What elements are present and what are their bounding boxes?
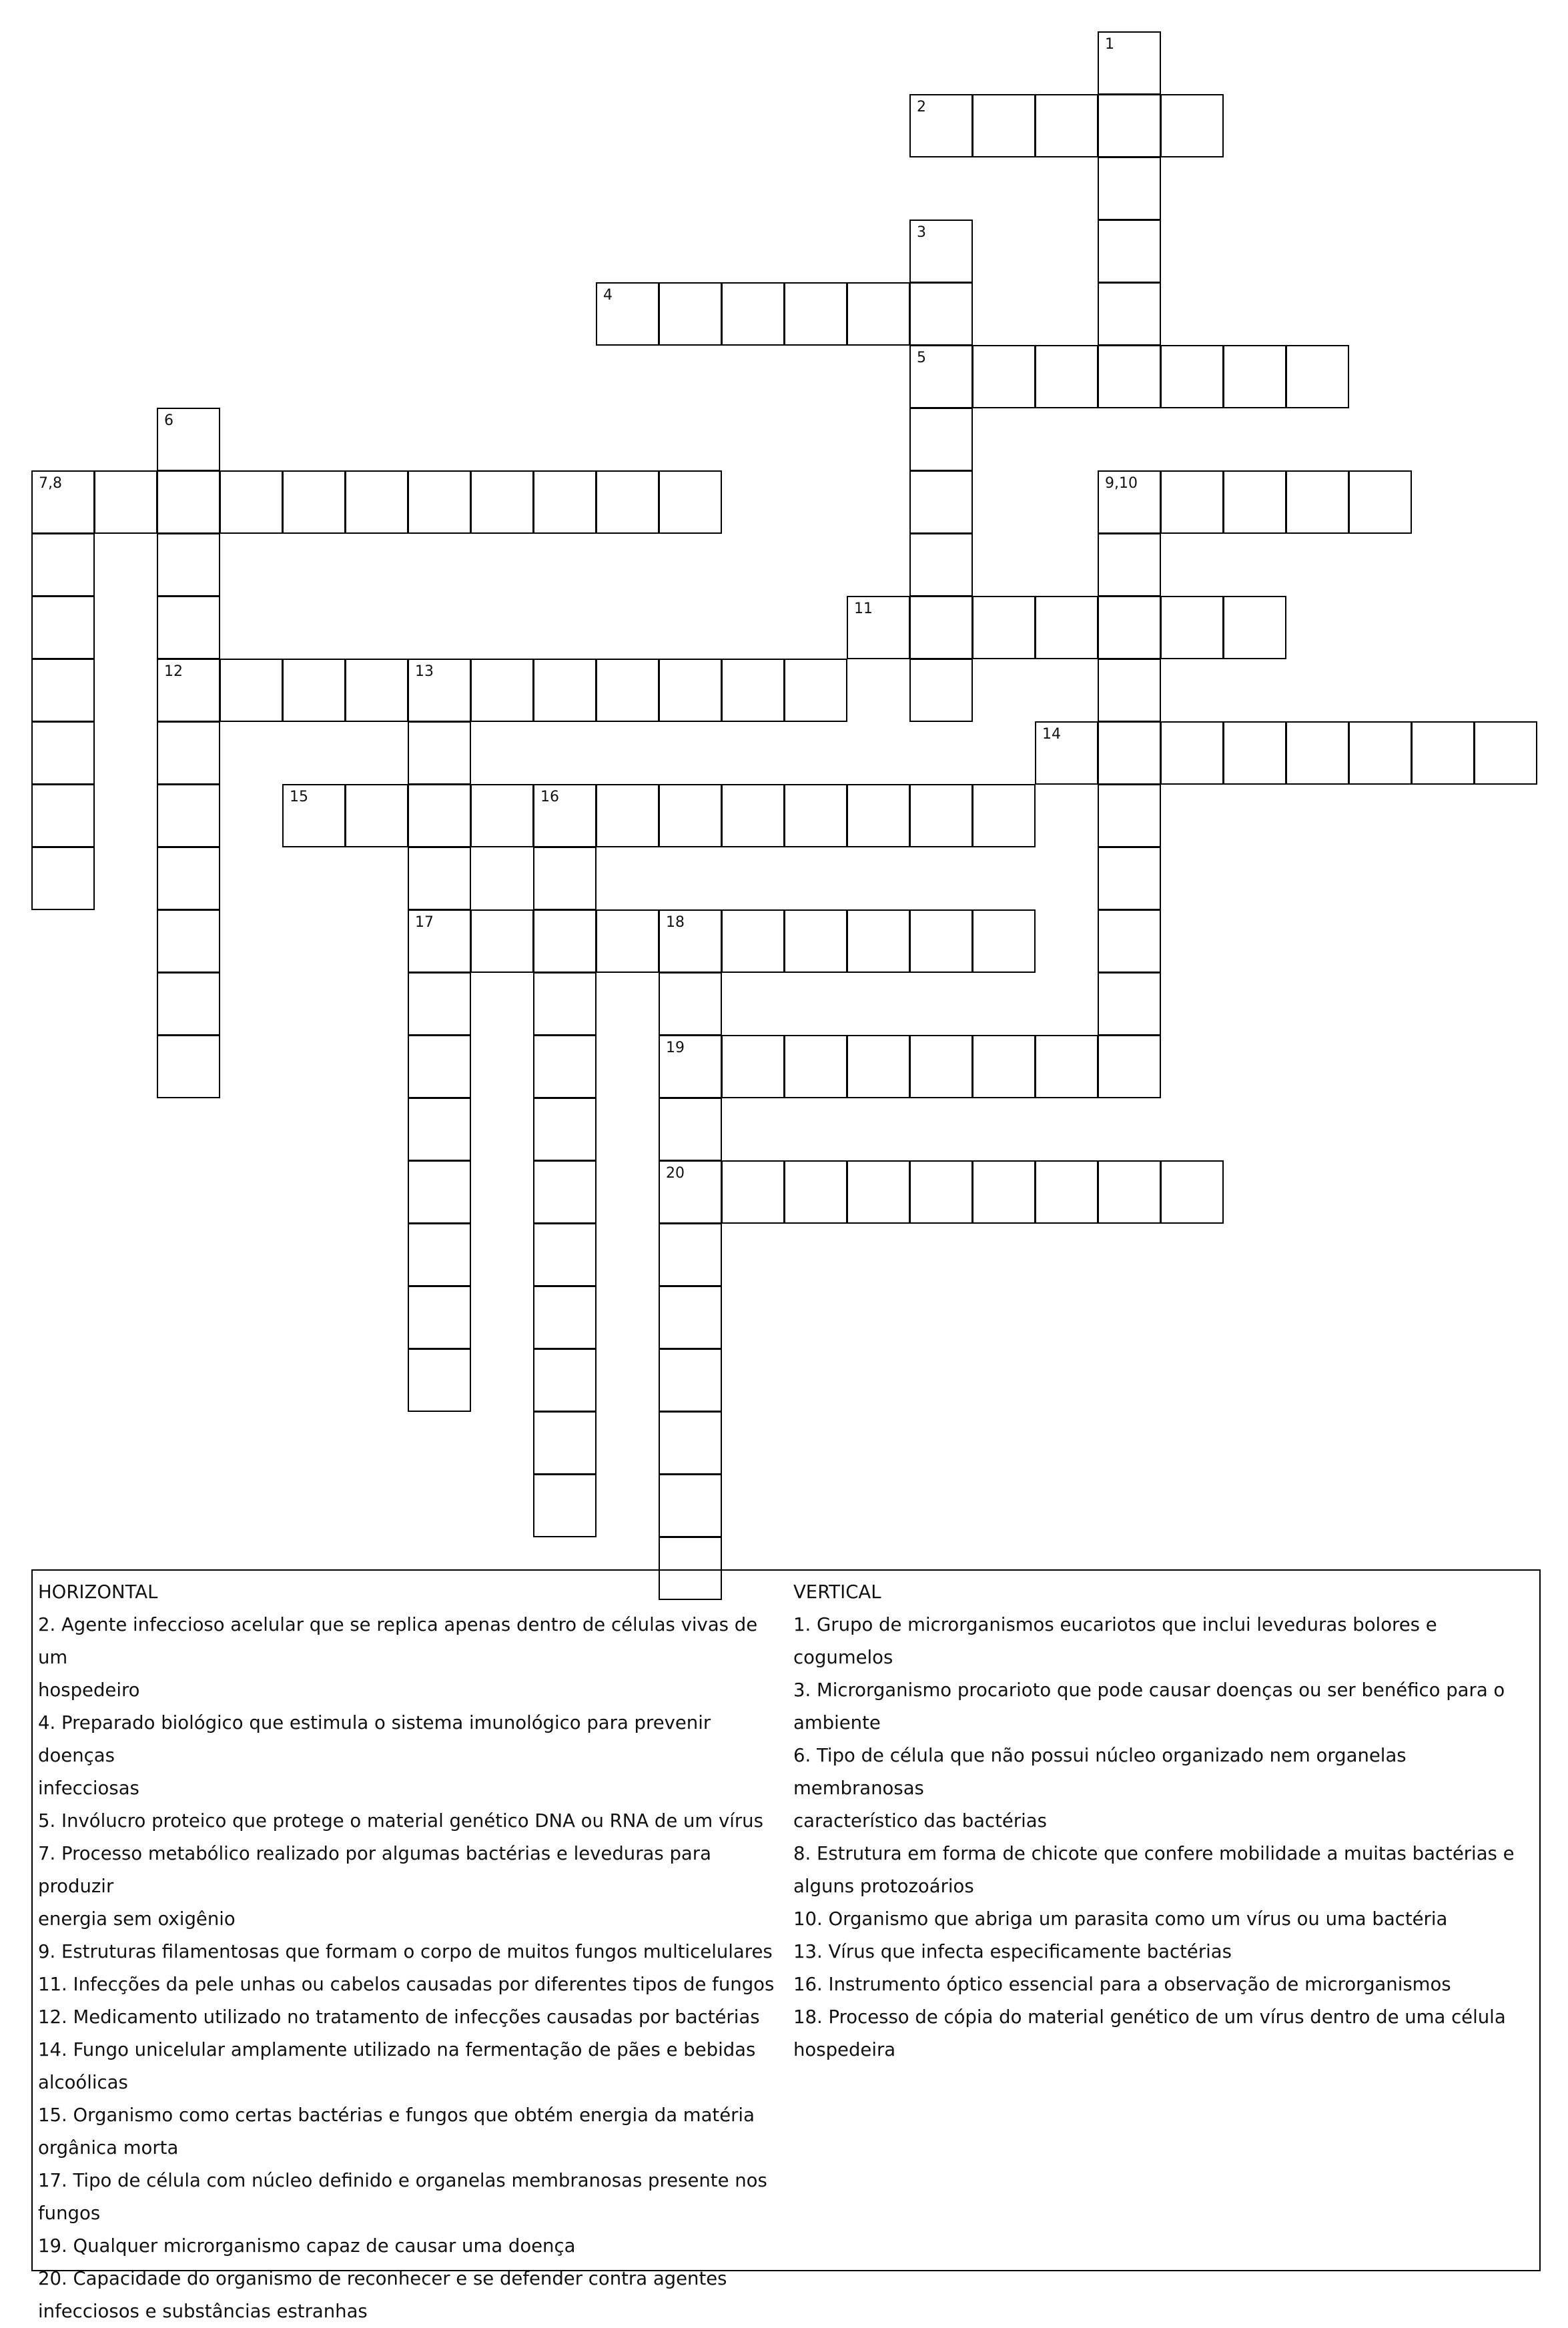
grid-cell[interactable] <box>408 1348 471 1412</box>
grid-cell[interactable] <box>972 345 1036 408</box>
grid-cell[interactable] <box>220 470 283 534</box>
clue-number: 11 <box>854 601 873 617</box>
grid-cell[interactable] <box>470 659 534 722</box>
clue-line: infecciosos e substâncias estranhas <box>38 2301 368 2322</box>
grid-cell[interactable] <box>157 408 220 471</box>
clue-number: 19 <box>666 1040 685 1056</box>
grid-cell[interactable] <box>909 220 973 283</box>
grid-cell[interactable] <box>659 1035 722 1098</box>
grid-cell[interactable] <box>659 1223 722 1286</box>
grid-cell[interactable] <box>847 784 910 847</box>
grid-cell[interactable] <box>972 1035 1036 1098</box>
grid-cell[interactable] <box>1098 157 1161 220</box>
grid-cell[interactable] <box>157 533 220 597</box>
grid-cell[interactable] <box>31 847 95 910</box>
grid-cell[interactable] <box>1035 721 1098 785</box>
clue-number: 6 <box>164 412 173 429</box>
grid-cell[interactable] <box>1098 596 1161 659</box>
grid-cell[interactable] <box>1098 659 1161 722</box>
clue-line: 3. Microrganismo procarioto que pode causar doenças ou ser benéfico para o <box>793 1679 1505 1701</box>
grid-cell[interactable] <box>847 909 910 973</box>
grid-cell[interactable] <box>157 847 220 910</box>
horizontal-title: HORIZONTAL <box>38 1581 158 1603</box>
clue-line: 12. Medicamento utilizado no tratamento de infecções causadas por bactérias <box>38 2006 760 2028</box>
grid-cell[interactable] <box>909 909 973 973</box>
grid-cell[interactable] <box>408 972 471 1036</box>
grid-cell[interactable] <box>157 659 220 722</box>
grid-cell[interactable] <box>721 1160 785 1224</box>
grid-cell[interactable] <box>533 1286 597 1349</box>
grid-cell[interactable] <box>1098 1160 1161 1224</box>
grid-cell[interactable] <box>1348 721 1412 785</box>
clue-line: hospedeira <box>793 2039 896 2060</box>
clue-number: 2 <box>917 99 926 115</box>
grid-cell[interactable] <box>972 909 1036 973</box>
grid-cell[interactable] <box>659 1160 722 1224</box>
grid-cell[interactable] <box>31 533 95 597</box>
horizontal-clue-list <box>38 1609 782 2328</box>
grid-cell[interactable] <box>847 1160 910 1224</box>
grid-cell[interactable] <box>408 847 471 910</box>
clue-line: ambiente <box>793 1712 881 1733</box>
grid-cell[interactable] <box>220 659 283 722</box>
grid-cell[interactable] <box>1098 847 1161 910</box>
grid-cell[interactable] <box>972 94 1036 157</box>
clue-line: infecciosas <box>38 1778 139 1799</box>
clue-line: 19. Qualquer microrganismo capaz de causar uma doença <box>38 2235 576 2257</box>
grid-cell[interactable] <box>1098 784 1161 847</box>
grid-cell[interactable] <box>909 408 973 471</box>
grid-cell[interactable] <box>408 1098 471 1161</box>
grid-cell[interactable] <box>721 659 785 722</box>
grid-cell[interactable] <box>282 784 346 847</box>
grid-cell[interactable] <box>533 784 597 847</box>
grid-cell[interactable] <box>596 909 659 973</box>
grid-cell[interactable] <box>909 533 973 597</box>
grid-cell[interactable] <box>157 596 220 659</box>
clue-line: 6. Tipo de célula que não possui núcleo organizado nem organelas membranosas <box>793 1745 1407 1799</box>
grid-cell[interactable] <box>157 1035 220 1098</box>
grid-cell[interactable] <box>533 1474 597 1537</box>
grid-cell[interactable] <box>659 972 722 1036</box>
grid-cell[interactable] <box>659 282 722 346</box>
grid-cell[interactable] <box>659 470 722 534</box>
grid-cell[interactable] <box>847 282 910 346</box>
grid-cell[interactable] <box>31 596 95 659</box>
grid-cell[interactable] <box>1286 345 1349 408</box>
clue-line: alcoólicas <box>38 2072 128 2093</box>
vertical-clue-list <box>793 1609 1534 2066</box>
grid-cell[interactable] <box>157 972 220 1036</box>
grid-cell[interactable] <box>1098 345 1161 408</box>
clue-number: 1 <box>1105 36 1114 53</box>
grid-cell[interactable] <box>408 470 471 534</box>
grid-cell[interactable] <box>1160 1160 1224 1224</box>
grid-cell[interactable] <box>31 721 95 785</box>
grid-cell[interactable] <box>784 909 847 973</box>
grid-cell[interactable] <box>345 784 408 847</box>
grid-cell[interactable] <box>408 784 471 847</box>
grid-cell[interactable] <box>1160 345 1224 408</box>
grid-cell[interactable] <box>596 470 659 534</box>
grid-cell[interactable] <box>909 1035 973 1098</box>
grid-cell[interactable] <box>533 1035 597 1098</box>
clue-line: 15. Organismo como certas bactérias e fungos que obtém energia da matéria <box>38 2104 755 2126</box>
grid-cell[interactable] <box>909 282 973 346</box>
clue-line: fungos <box>38 2203 101 2224</box>
grid-cell[interactable] <box>596 659 659 722</box>
grid-cell[interactable] <box>31 470 95 534</box>
grid-cell[interactable] <box>1035 345 1098 408</box>
clue-number: 13 <box>415 663 434 680</box>
grid-cell[interactable] <box>533 1098 597 1161</box>
grid-cell[interactable] <box>659 1474 722 1537</box>
grid-cell[interactable] <box>408 1160 471 1224</box>
clue-line: 2. Agente infeccioso acelular que se replica apenas dentro de células vivas de um <box>38 1614 758 1668</box>
clue-line: 18. Processo de cópia do material genético de um vírus dentro de uma célula <box>793 2006 1506 2028</box>
grid-cell[interactable] <box>784 784 847 847</box>
grid-cell[interactable] <box>1098 972 1161 1036</box>
clue-line: 16. Instrumento óptico essencial para a observação de microrganismos <box>793 1974 1451 1995</box>
clue-number: 18 <box>666 914 685 931</box>
grid-cell[interactable] <box>1348 470 1412 534</box>
grid-cell[interactable] <box>1160 721 1224 785</box>
grid-cell[interactable] <box>659 1348 722 1412</box>
clue-line: orgânica morta <box>38 2137 179 2159</box>
grid-cell[interactable] <box>1098 533 1161 597</box>
grid-cell[interactable] <box>157 909 220 973</box>
grid-cell[interactable] <box>31 659 95 722</box>
clue-number: 3 <box>917 224 926 241</box>
clue-line: energia sem oxigênio <box>38 1908 236 1930</box>
grid-cell[interactable] <box>909 784 973 847</box>
grid-cell[interactable] <box>784 659 847 722</box>
grid-cell[interactable] <box>909 596 973 659</box>
clue-number: 12 <box>164 663 183 680</box>
grid-cell[interactable] <box>1411 721 1475 785</box>
grid-cell[interactable] <box>345 470 408 534</box>
grid-cell[interactable] <box>659 909 722 973</box>
grid-cell[interactable] <box>408 721 471 785</box>
grid-cell[interactable] <box>1286 721 1349 785</box>
clue-number: 20 <box>666 1165 685 1182</box>
clue-line: 20. Capacidade do organismo de reconhecer e se defender contra agentes <box>38 2268 727 2289</box>
clue-number: 15 <box>290 789 308 805</box>
grid-cell[interactable] <box>721 784 785 847</box>
clue-line: 1. Grupo de microrganismos eucariotos que inclui leveduras bolores e cogumelos <box>793 1614 1437 1668</box>
clue-number: 4 <box>603 287 613 304</box>
clue-line: alguns protozoários <box>793 1876 974 1897</box>
grid-cell[interactable] <box>972 596 1036 659</box>
grid-cell[interactable] <box>909 94 973 157</box>
grid-cell[interactable] <box>1035 1160 1098 1224</box>
grid-cell[interactable] <box>972 784 1036 847</box>
grid-cell[interactable] <box>784 1035 847 1098</box>
grid-cell[interactable] <box>847 596 910 659</box>
grid-cell[interactable] <box>533 909 597 973</box>
clue-number: 16 <box>540 789 559 805</box>
grid-cell[interactable] <box>721 1035 785 1098</box>
clue-line: 7. Processo metabólico realizado por algumas bactérias e leveduras para produzir <box>38 1843 711 1897</box>
clue-line: 13. Vírus que infecta especificamente bactérias <box>793 1941 1232 1962</box>
grid-cell[interactable] <box>721 282 785 346</box>
grid-cell[interactable] <box>1160 596 1224 659</box>
grid-cell[interactable] <box>470 784 534 847</box>
grid-cell[interactable] <box>1098 220 1161 283</box>
grid-cell[interactable] <box>909 470 973 534</box>
grid-cell[interactable] <box>1098 282 1161 346</box>
clue-line: 8. Estrutura em forma de chicote que confere mobilidade a muitas bactérias e <box>793 1843 1515 1864</box>
grid-cell[interactable] <box>1286 470 1349 534</box>
grid-cell[interactable] <box>282 659 346 722</box>
clue-line: 11. Infecções da pele unhas ou cabelos causadas por diferentes tipos de fungos <box>38 1974 775 1995</box>
clue-line: 4. Preparado biológico que estimula o sistema imunológico para prevenir doenças <box>38 1712 711 1766</box>
grid-cell[interactable] <box>1035 94 1098 157</box>
grid-cell[interactable] <box>31 784 95 847</box>
vertical-title: VERTICAL <box>793 1581 881 1603</box>
grid-cell[interactable] <box>659 1098 722 1161</box>
grid-cell[interactable] <box>533 1223 597 1286</box>
grid-cell[interactable] <box>533 659 597 722</box>
grid-cell[interactable] <box>533 1411 597 1475</box>
grid-cell[interactable] <box>408 909 471 973</box>
clue-line: 9. Estruturas filamentosas que formam o corpo de muitos fungos multicelulares <box>38 1941 773 1962</box>
grid-cell[interactable] <box>470 909 534 973</box>
grid-cell[interactable] <box>909 659 973 722</box>
clue-line: 14. Fungo unicelular amplamente utilizado na fermentação de pães e bebidas <box>38 2039 756 2060</box>
grid-cell[interactable] <box>94 470 157 534</box>
clue-number: 9,10 <box>1105 475 1138 492</box>
vertical-clues <box>793 1576 1534 2066</box>
grid-cell[interactable] <box>470 470 534 534</box>
grid-cell[interactable] <box>596 282 659 346</box>
grid-cell[interactable] <box>1098 909 1161 973</box>
grid-cell[interactable] <box>909 1160 973 1224</box>
grid-cell[interactable] <box>1474 721 1537 785</box>
grid-cell[interactable] <box>157 784 220 847</box>
grid-cell[interactable] <box>533 847 597 910</box>
grid-cell[interactable] <box>157 470 220 534</box>
grid-cell[interactable] <box>1035 596 1098 659</box>
grid-cell[interactable] <box>1160 470 1224 534</box>
clue-line: característico das bactérias <box>793 1810 1047 1832</box>
grid-cell[interactable] <box>659 659 722 722</box>
clue-line: hospedeiro <box>38 1679 140 1701</box>
grid-cell[interactable] <box>408 1223 471 1286</box>
grid-cell[interactable] <box>659 1411 722 1475</box>
grid-cell[interactable] <box>1098 1035 1161 1098</box>
clues-box <box>31 1569 1541 2322</box>
grid-cell[interactable] <box>784 1160 847 1224</box>
grid-cell[interactable] <box>1223 470 1286 534</box>
grid-cell[interactable] <box>533 1160 597 1224</box>
grid-cell[interactable] <box>533 972 597 1036</box>
grid-cell[interactable] <box>408 1286 471 1349</box>
clue-number: 17 <box>415 914 434 931</box>
grid-cell[interactable] <box>1223 721 1286 785</box>
grid-cell[interactable] <box>1098 31 1161 95</box>
clue-line: 17. Tipo de célula com núcleo definido e organelas membranosas presente nos <box>38 2170 767 2191</box>
grid-cell[interactable] <box>533 470 597 534</box>
clue-number: 5 <box>917 350 926 366</box>
grid-cell[interactable] <box>659 784 722 847</box>
grid-cell[interactable] <box>1098 721 1161 785</box>
grid-cell[interactable] <box>157 721 220 785</box>
grid-cell[interactable] <box>659 1286 722 1349</box>
clue-number: 14 <box>1042 726 1061 743</box>
grid-cell[interactable] <box>909 345 973 408</box>
grid-cell[interactable] <box>596 784 659 847</box>
grid-cell[interactable] <box>721 909 785 973</box>
grid-cell[interactable] <box>847 1035 910 1098</box>
grid-cell[interactable] <box>1223 596 1286 659</box>
horizontal-clues <box>38 1576 782 2328</box>
grid-cell[interactable] <box>408 1035 471 1098</box>
clue-line: 10. Organismo que abriga um parasita como um vírus ou uma bactéria <box>793 1908 1448 1930</box>
grid-cell[interactable] <box>282 470 346 534</box>
grid-cell[interactable] <box>1098 470 1161 534</box>
grid-cell[interactable] <box>1035 1035 1098 1098</box>
grid-cell[interactable] <box>784 282 847 346</box>
grid-cell[interactable] <box>533 1348 597 1412</box>
grid-cell[interactable] <box>1160 94 1224 157</box>
grid-cell[interactable] <box>1098 94 1161 157</box>
grid-cell[interactable] <box>1223 345 1286 408</box>
clue-number: 7,8 <box>39 475 62 492</box>
grid-cell[interactable] <box>972 1160 1036 1224</box>
clue-line: 5. Invólucro proteico que protege o material genético DNA ou RNA de um vírus <box>38 1810 763 1832</box>
grid-cell[interactable] <box>345 659 408 722</box>
grid-cell[interactable] <box>408 659 471 722</box>
